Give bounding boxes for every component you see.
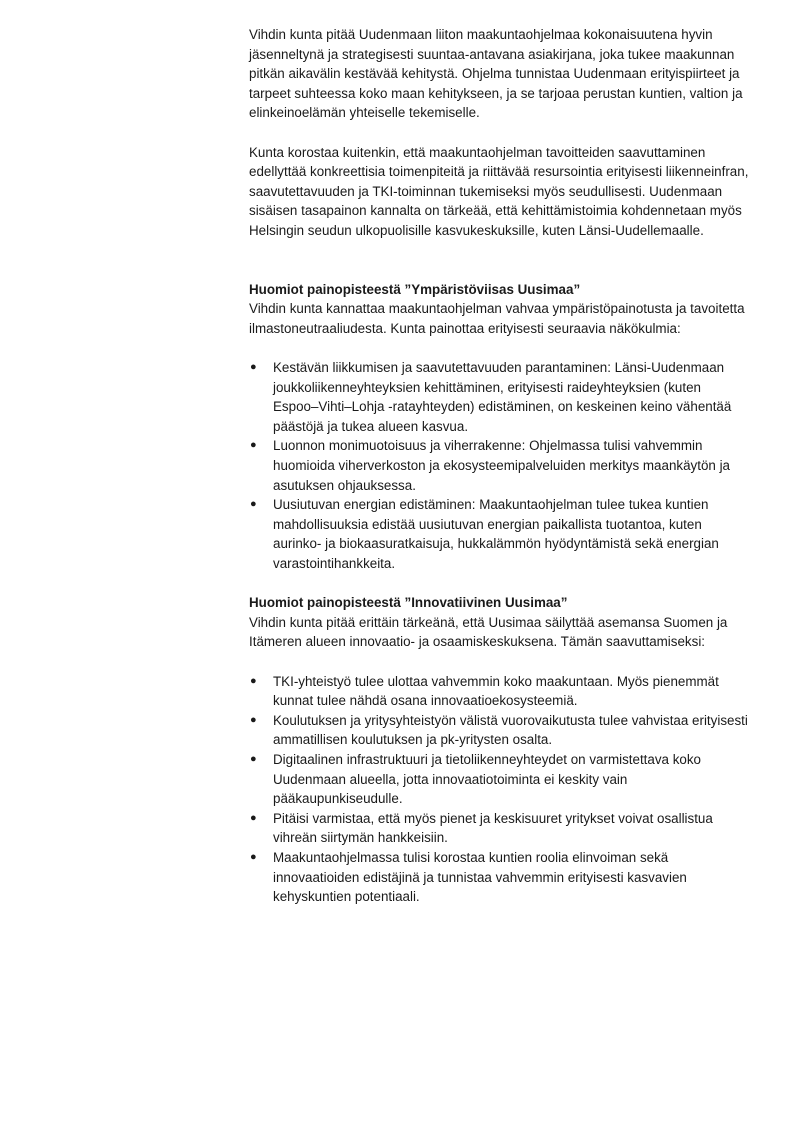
bullet-list xyxy=(249,358,749,574)
list-item-text: Digitaalinen infrastruktuuri ja tietoliikenneyhteydet on varmistettava koko Uudenmaan alueella, jotta innovaatiotoiminta ei keskity vain pääkaupunkiseudulle. xyxy=(273,751,701,807)
bullet-icon: ● xyxy=(250,439,257,452)
spacer xyxy=(249,123,749,143)
intro-paragraph-1: Vihdin kunta pitää Uudenmaan liiton maakuntaohjelmaa kokonaisuutena hyvin jäsenneltynä ja strategisesti suuntaa-antavana asiakirjana, joka tukee maakunnan pitkän aikavälin kestävää kehitystä. Ohjelma tunnistaa Uudenmaan erityispiirteet ja tarpeet suhteessa koko maan kehitykseen, ja se tarjoaa perustan kuntien, valtion ja elinkeinoelämän yhteiselle tekemiselle. xyxy=(249,27,743,121)
bullet-icon: ● xyxy=(250,498,257,511)
bullet-icon: ● xyxy=(250,361,257,374)
section-heading: Huomiot painopisteestä ”Ympäristöviisas Uusimaa” xyxy=(249,281,581,297)
list-item-text: Koulutuksen ja yritysyhteistyön välistä vuorovaikutusta tulee vahvistaa erityisesti ammatillisen koulutuksen ja pk-yritysten osalta. xyxy=(273,712,748,748)
bullet-icon: ● xyxy=(250,674,257,687)
spacer xyxy=(249,574,749,594)
bullet-icon: ● xyxy=(250,850,257,863)
document-page xyxy=(249,25,749,907)
bullet-icon: ● xyxy=(250,811,257,824)
bullet-icon: ● xyxy=(250,713,257,726)
spacer xyxy=(249,241,749,280)
list-item xyxy=(249,495,749,573)
spacer xyxy=(249,339,749,359)
list-item xyxy=(249,711,749,750)
list-item xyxy=(249,848,749,907)
section-heading: Huomiot painopisteestä ”Innovatiivinen Uusimaa” xyxy=(249,595,568,611)
list-item xyxy=(249,436,749,495)
bullet-list xyxy=(249,672,749,907)
section-environment xyxy=(249,280,749,574)
list-item-text: Pitäisi varmistaa, että myös pienet ja keskisuuret yritykset voivat osallistua vihreän siirtymän hankkeisiin. xyxy=(273,810,713,846)
list-item xyxy=(249,672,749,711)
list-item-text: Kestävän liikkumisen ja saavutettavuuden parantaminen: Länsi-Uudenmaan joukkoliikenneyhteyksien kehittäminen, erityisesti raideyhteyksien (kuten Espoo–Vihti–Lohja -ratayhteyden) edistäminen, on keskeinen keino vähentää päästöjä ja tukea alueen kasvua. xyxy=(273,360,732,434)
list-item-text: TKI-yhteistyö tulee ulottaa vahvemmin koko maakuntaan. Myös pienemmät kunnat tulee nähdä osana innovaatioekosysteemiä. xyxy=(273,673,719,709)
spacer xyxy=(249,652,749,672)
intro-paragraph-2: Kunta korostaa kuitenkin, että maakuntaohjelman tavoitteiden saavuttaminen edellyttää konkreettisia toimenpiteitä ja riittävää resursointia erityisesti liikenneinfran, saavutettavuuden ja TKI-toiminnan tukemiseksi myös seudullisesti. Uudenmaan sisäisen tasapainon kannalta on tärkeää, että kehittämistoimia kohdennetaan myös Helsingin seudun ulkopuolisille kasvukeskuksille, kuten Länsi-Uudellemaalle. xyxy=(249,144,749,238)
list-item-text: Luonnon monimuotoisuus ja viherrakenne: Ohjelmassa tulisi vahvemmin huomioida viherverkoston ja ekosysteemipalveluiden merkitys maankäytön ja asutuksen ohjauksessa. xyxy=(273,438,730,493)
bullet-icon: ● xyxy=(250,752,257,765)
list-item-text: Maakuntaohjelmassa tulisi korostaa kuntien roolia elinvoiman sekä innovaatioiden edistäjinä ja tunnistaa vahvemmin erityisesti kasvavien kehyskuntien potentiaali. xyxy=(273,849,687,905)
list-item xyxy=(249,750,749,809)
section-intro: Vihdin kunta pitää erittäin tärkeänä, että Uusimaa säilyttää asemansa Suomen ja Itämeren alueen innovaatio- ja osaamiskeskuksena. Tämän saavuttamiseksi: xyxy=(249,614,728,650)
list-item-text: Uusiutuvan energian edistäminen: Maakuntaohjelman tulee tukea kuntien mahdollisuuksia edistää uusiutuvan energian paikallista tuotantoa, kuten aurinko- ja biokaasuratkaisuja, hukkalämmön hyödyntämistä sekä energian varastointihankkeita. xyxy=(273,497,719,572)
section-intro: Vihdin kunta kannattaa maakuntaohjelman vahvaa ympäristöpainotusta ja tavoitetta ilmastoneutraaliudesta. Kunta painottaa erityisesti seuraavia näkökulmia: xyxy=(249,301,745,336)
list-item xyxy=(249,358,749,436)
list-item xyxy=(249,809,749,848)
section-innovation xyxy=(249,593,749,907)
